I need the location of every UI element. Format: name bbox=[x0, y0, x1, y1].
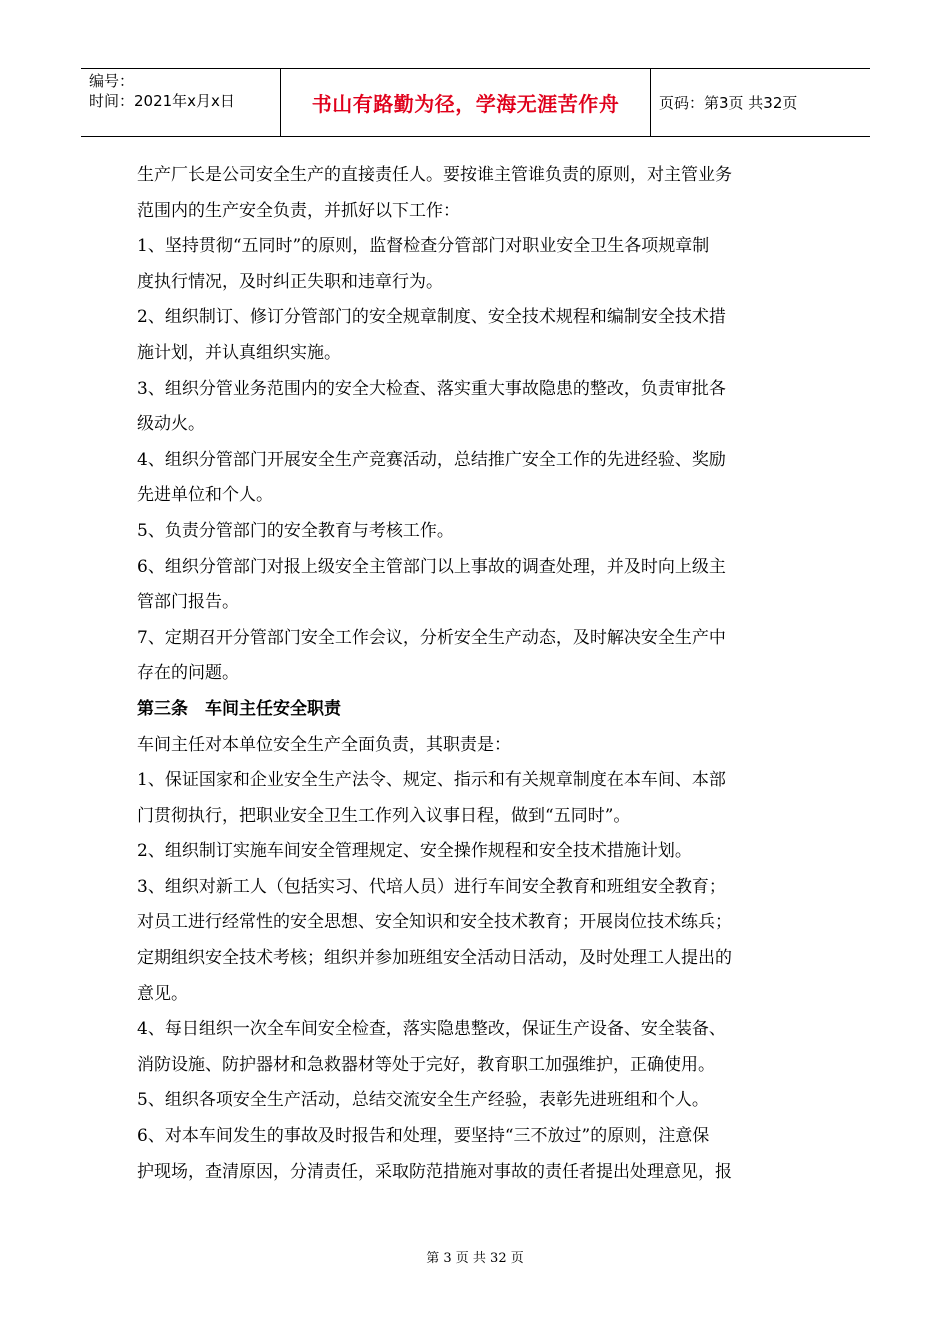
text-line: 3、组织对新工人（包括实习、代培人员）进行车间安全教育和班组安全教育； bbox=[137, 876, 726, 897]
text-line: 车间主任对本单位安全生产全面负责，其职责是： bbox=[137, 734, 511, 755]
header-page-info bbox=[651, 69, 870, 136]
text-line: 级动火。 bbox=[137, 414, 205, 435]
page-footer: 第 3 页 共 32 页 bbox=[426, 1251, 524, 1266]
text-line: 先进单位和个人。 bbox=[137, 485, 273, 506]
text-line: 对员工进行经常性的安全思想、安全知识和安全技术教育；开展岗位技术练兵； bbox=[137, 912, 732, 933]
page-info-text: 页码：第3页 共32页 bbox=[659, 94, 798, 112]
text-line: 2、组织制订、修订分管部门的安全规章制度、安全技术规程和编制安全技术措 bbox=[137, 307, 726, 328]
header-meta bbox=[81, 69, 281, 136]
text-line: 意见。 bbox=[137, 983, 188, 1004]
text-line: 5、负责分管部门的安全教育与考核工作。 bbox=[137, 520, 454, 541]
text-line: 6、组织分管部门对报上级安全主管部门以上事故的调查处理，并及时向上级主 bbox=[137, 556, 726, 577]
motto-text: 书山有路勤为径，学海无涯苦作舟 bbox=[311, 92, 620, 116]
page-header bbox=[81, 68, 870, 137]
text-line: 3、组织分管业务范围内的安全大检查、落实重大事故隐患的整改，负责审批各 bbox=[137, 378, 726, 399]
text-line: 2、组织制订实施车间安全管理规定、安全操作规程和安全技术措施计划。 bbox=[137, 841, 692, 862]
document-body bbox=[137, 158, 817, 1190]
text-line: 范围内的生产安全负责，并抓好以下工作： bbox=[137, 200, 460, 221]
text-line: 存在的问题。 bbox=[137, 663, 239, 684]
text-line: 1、坚持贯彻“五同时”的原则，监督检查分管部门对职业安全卫生各项规章制 bbox=[137, 236, 710, 257]
text-line: 生产厂长是公司安全生产的直接责任人。要按谁主管谁负责的原则，对主管业务 bbox=[137, 165, 732, 185]
text-line: 门贯彻执行，把职业安全卫生工作列入议事日程，做到“五同时”。 bbox=[137, 805, 631, 826]
text-line: 定期组织安全技术考核；组织并参加班组安全活动日活动，及时处理工人提出的 bbox=[137, 948, 732, 969]
text-line: 4、每日组织一次全车间安全检查，落实隐患整改，保证生产设备、安全装备、 bbox=[137, 1019, 726, 1040]
number-label: 编号： bbox=[89, 72, 135, 90]
text-line: 6、对本车间发生的事故及时报告和处理，要坚持“三不放过”的原则，注意保 bbox=[137, 1126, 710, 1147]
text-line: 4、组织分管部门开展安全生产竞赛活动，总结推广安全工作的先进经验、奖励 bbox=[137, 449, 726, 470]
text-line: 7、定期召开分管部门安全工作会议，分析安全生产动态，及时解决安全生产中 bbox=[137, 627, 726, 648]
text-line: 1、保证国家和企业安全生产法令、规定、指示和有关规章制度在本车间、本部 bbox=[137, 770, 726, 791]
time-label: 时间：2021年x月x日 bbox=[89, 92, 235, 110]
text-line: 消防设施、防护器材和急救器材等处于完好，教育职工加强维护，正确使用。 bbox=[137, 1054, 715, 1075]
section-heading: 第三条 车间主任安全职责 bbox=[137, 698, 341, 719]
text-line: 施计划，并认真组织实施。 bbox=[137, 342, 341, 363]
text-line: 度执行情况，及时纠正失职和违章行为。 bbox=[137, 271, 443, 292]
text-line: 5、组织各项安全生产活动，总结交流安全生产经验，表彰先进班组和个人。 bbox=[137, 1090, 709, 1111]
text-line: 管部门报告。 bbox=[137, 592, 239, 613]
text-line: 护现场，查清原因，分清责任，采取防范措施对事故的责任者提出处理意见，报 bbox=[137, 1161, 732, 1182]
header-motto bbox=[281, 69, 651, 136]
